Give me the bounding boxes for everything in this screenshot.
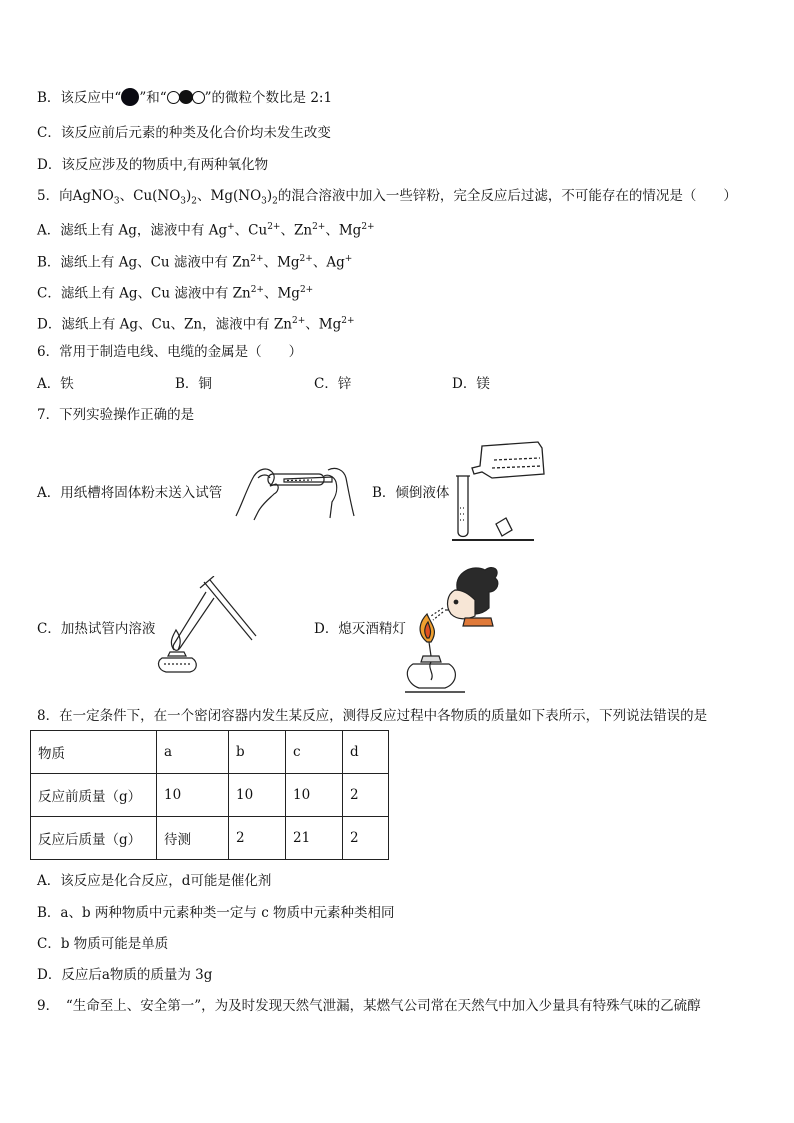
q6-option-b: B．铜 (175, 376, 212, 392)
table-row (31, 774, 389, 817)
q6-stem: 6．常用于制造电线、电缆的金属是（ ） (37, 344, 303, 360)
q7-stem: 7．下列实验操作正确的是 (37, 407, 195, 423)
q5-option-c: C．滤纸上有 Ag、Cu 滤液中有 $Zn^{2+}$、$Mg^{2+}$ (37, 285, 314, 302)
table-cell: 21 (286, 817, 343, 860)
table-cell: 待测 (157, 817, 229, 860)
table-cell: d (343, 731, 389, 774)
q5-stem: 5．向AgNO$_3$、$Cu(NO_3)_2$、$Mg(NO_3)_2$的混合溶液中加入一些锌粉，完全反应后过滤，不可能存在的情况是（ ） (37, 188, 737, 207)
table-cell: 反应前质量（g） (31, 774, 157, 817)
q6-option-c: C．锌 (314, 376, 352, 392)
q7-option-c: C．加热试管内溶液 (37, 621, 156, 637)
q9-stem: 9． “生命至上、安全第一”，为及时发现天然气泄漏，某燃气公司常在天然气中加入少量具有特殊气味的乙硫醇 (37, 998, 701, 1014)
table-cell: 物质 (31, 731, 157, 774)
q4-option-c: C．该反应前后元素的种类及化合价均未发生改变 (37, 125, 331, 141)
q7-option-a: A．用纸槽将固体粉末送入试管 (37, 485, 223, 501)
q5-option-d: D．滤纸上有 Ag、Cu、Zn，滤液中有 $Zn^{2+}$、$Mg^{2+}$ (37, 316, 355, 333)
molecule-icon (167, 90, 205, 106)
q8-stem: 8．在一定条件下，在一个密闭容器内发生某反应，测得反应过程中各物质的质量如下表所示，下列说法错误的是 (37, 708, 708, 724)
q5-option-b: B．滤纸上有 Ag、Cu 滤液中有 $Zn^{2+}$、$Mg^{2+}$、Ag+ (37, 254, 353, 271)
table-cell: b (229, 731, 286, 774)
q4-option-d: D．该反应涉及的物质中,有两种氧化物 (37, 157, 269, 173)
blowing-lamp-figure (405, 560, 501, 694)
table-row (31, 817, 389, 860)
q7-option-d: D．熄灭酒精灯 (314, 621, 406, 637)
table-cell: 10 (286, 774, 343, 817)
table-cell: 10 (229, 774, 286, 817)
q8-option-c: C．b 物质可能是单质 (37, 936, 169, 952)
black-atom-icon (121, 88, 139, 106)
table-cell: 反应后质量（g） (31, 817, 157, 860)
q8-option-a: A．该反应是化合反应，d可能是催化剂 (37, 873, 272, 889)
table-cell: 2 (229, 817, 286, 860)
paper-trough-figure (232, 456, 358, 522)
q8-option-b: B．a、b 两种物质中元素种类一定与 c 物质中元素种类相同 (37, 905, 395, 921)
table-cell: 2 (343, 774, 389, 817)
table-cell: 2 (343, 817, 389, 860)
q4-option-b: B．该反应中“ ”和“ ”的微粒个数比是 2:1 (37, 90, 333, 106)
table-row (31, 731, 389, 774)
table-cell: a (157, 731, 229, 774)
table-cell: c (286, 731, 343, 774)
heating-test-tube-figure (152, 576, 260, 674)
q8-table (30, 730, 389, 860)
q6-option-d: D．镁 (452, 376, 490, 392)
q6-option-a: A．铁 (37, 376, 74, 392)
q5-option-a: A．滤纸上有 Ag，滤液中有 Ag+、$Cu^{2+}$、$Zn^{2+}$、$Mg^{2+}$ (37, 222, 375, 239)
pouring-liquid-figure (452, 438, 550, 544)
q7-option-b: B．倾倒液体 (372, 485, 450, 501)
table-cell: 10 (157, 774, 229, 817)
q8-option-d: D．反应后a物质的质量为 3g (37, 967, 213, 983)
